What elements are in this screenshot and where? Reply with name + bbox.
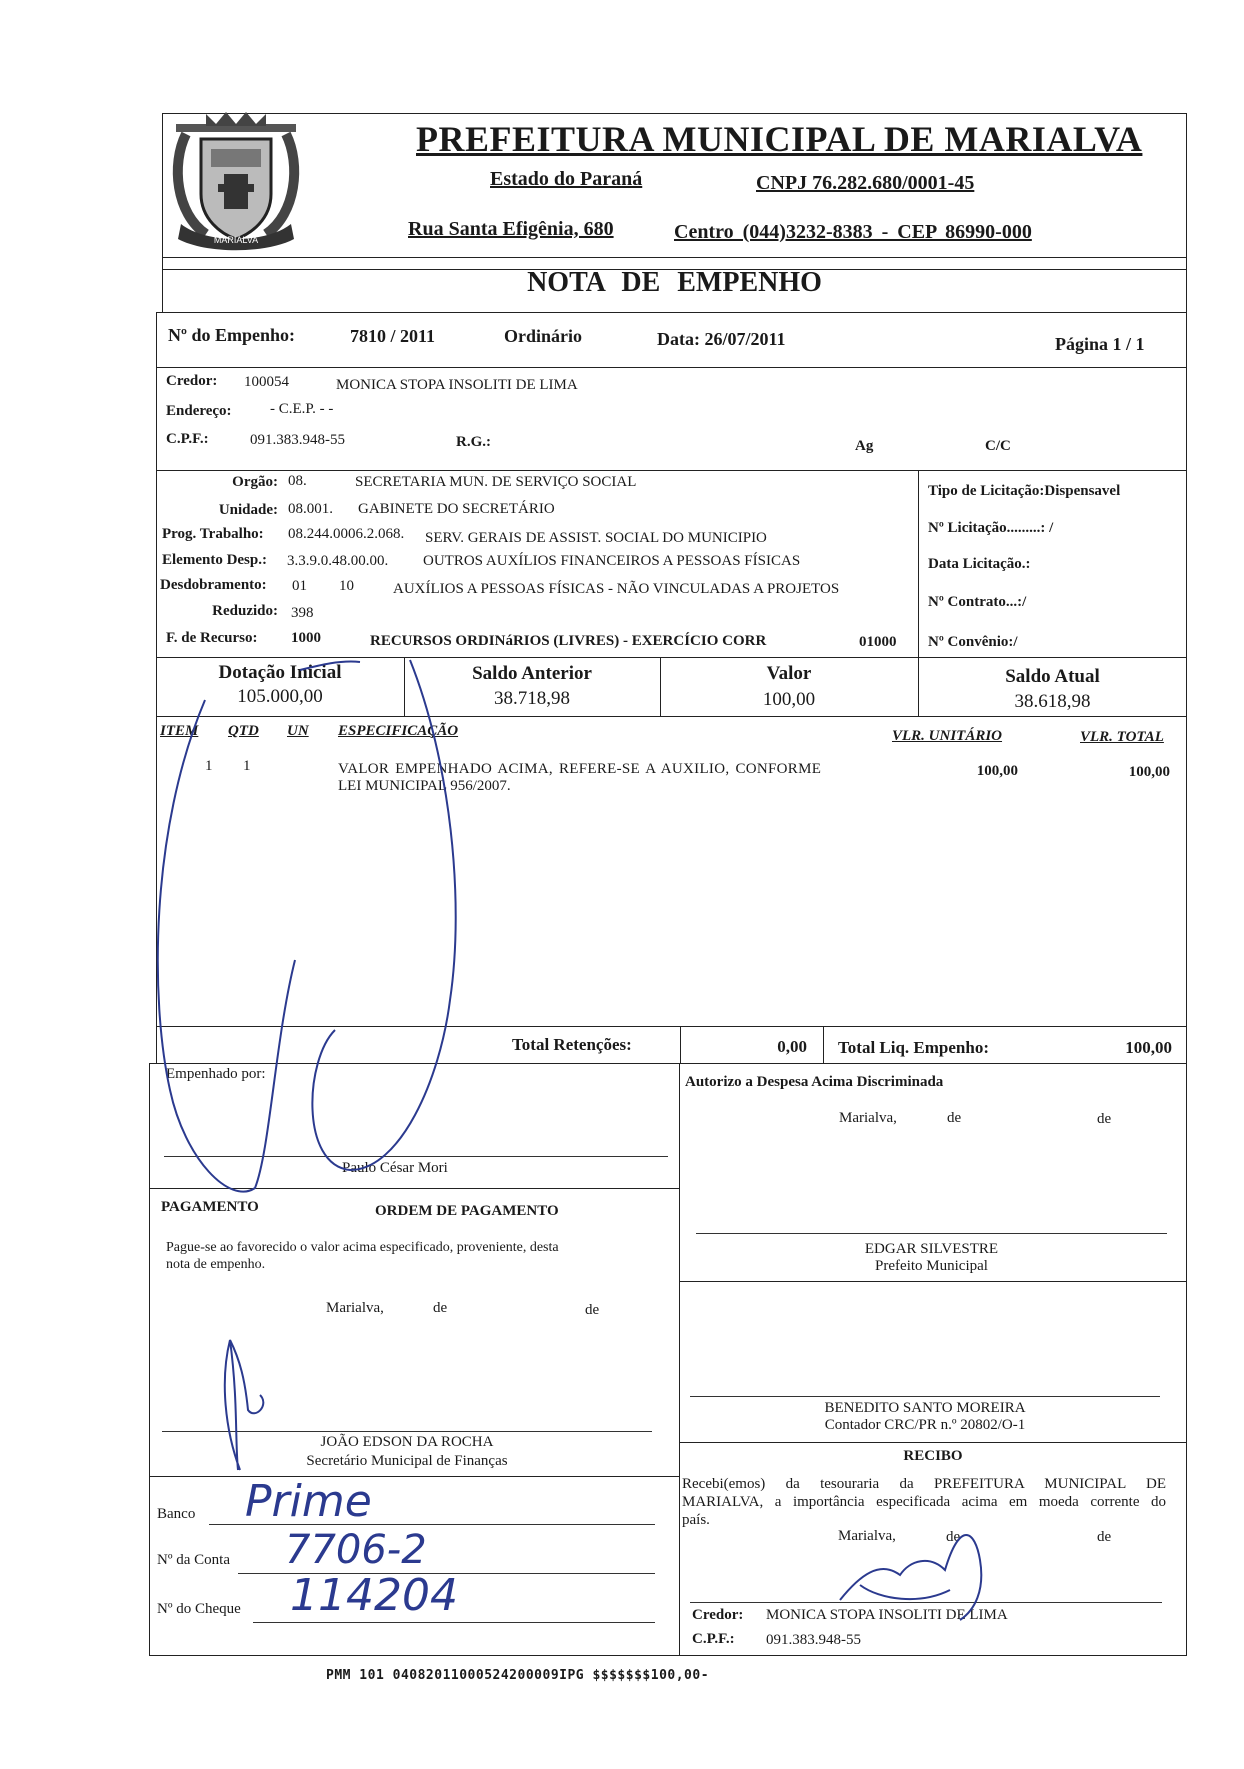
col-header-qtd: QTD bbox=[228, 723, 259, 739]
empenho-number: 7810 / 2011 bbox=[350, 326, 436, 346]
prog-code: 08.244.0006.2.068. bbox=[288, 526, 405, 542]
credor-name: MONICA STOPA INSOLITI DE LIMA bbox=[336, 377, 578, 393]
item-number: 1 bbox=[205, 758, 213, 774]
fonte-name: RECURSOS ORDINáRIOS (LIVRES) - EXERCÍCIO CORR bbox=[370, 633, 767, 649]
saldo-atual-label: Saldo Atual bbox=[1005, 666, 1100, 687]
total-retencoes-value: 0,00 bbox=[777, 1037, 807, 1056]
item-total-value: 100,00 bbox=[1128, 764, 1170, 780]
cc-label: C/C bbox=[985, 438, 1011, 454]
page-title: PREFEITURA MUNICIPAL DE MARIALVA bbox=[416, 119, 1143, 159]
autorizo-label: Autorizo a Despesa Acima Discriminada bbox=[685, 1074, 944, 1090]
pagamento-de-1: de bbox=[433, 1300, 448, 1316]
prog-label: Prog. Trabalho: bbox=[162, 526, 264, 542]
col-header-un: UN bbox=[287, 723, 309, 739]
fonte-label: F. de Recurso: bbox=[166, 630, 258, 646]
item-unit-value: 100,00 bbox=[976, 763, 1018, 779]
desdobramento-name: AUXÍLIOS A PESSOAS FÍSICAS - NÃO VINCULADAS A PROJETOS bbox=[393, 581, 840, 597]
dotacao-inicial-value: 105.000,00 bbox=[237, 686, 323, 707]
cnpj-label: CNPJ 76.282.680/0001-45 bbox=[756, 172, 975, 194]
fonte-suffix: 01000 bbox=[859, 634, 897, 650]
saldo-atual-value: 38.618,98 bbox=[1014, 691, 1091, 712]
empenhado-label: Empenhado por: bbox=[166, 1066, 266, 1082]
valor-value: 100,00 bbox=[762, 689, 816, 710]
total-liq-label: Total Liq. Empenho: bbox=[838, 1038, 989, 1057]
district-phone-label: Centro (044)3232-8383 - CEP 86990-000 bbox=[674, 221, 1032, 243]
reduzido-label: Reduzido: bbox=[212, 603, 278, 619]
empenho-page: Página 1 / 1 bbox=[1055, 334, 1145, 354]
rg-label: R.G.: bbox=[456, 434, 491, 450]
empenho-number-label: Nº do Empenho: bbox=[168, 325, 295, 345]
autorizo-marialva: Marialva, bbox=[839, 1110, 897, 1126]
unidade-label: Unidade: bbox=[218, 502, 278, 518]
prog-name: SERV. GERAIS DE ASSIST. SOCIAL DO MUNICIPIO bbox=[425, 530, 767, 546]
col-header-item: ITEM bbox=[160, 723, 199, 739]
state-label: Estado do Paraná bbox=[490, 168, 643, 190]
total-liq-value: 100,00 bbox=[1125, 1038, 1172, 1057]
recibo-text-1: Recebi(emos) da tesouraria da PREFEITURA MUNICIPAL DE bbox=[682, 1476, 1166, 1492]
pagamento-text-1: Pague-se ao favorecido o valor acima especificado, proveniente, desta bbox=[166, 1240, 559, 1255]
recibo-de-2: de bbox=[1097, 1529, 1112, 1545]
street-label: Rua Santa Efigênia, 680 bbox=[408, 218, 614, 240]
orgao-code: 08. bbox=[288, 473, 307, 489]
empenhado-name: Paulo César Mori bbox=[342, 1160, 448, 1176]
dotacao-inicial-label: Dotação Inicial bbox=[218, 662, 342, 683]
reduzido-value: 398 bbox=[291, 605, 314, 621]
unidade-name: GABINETE DO SECRETÁRIO bbox=[358, 501, 555, 517]
unidade-code: 08.001. bbox=[288, 501, 333, 517]
ordem-pagamento-label: ORDEM DE PAGAMENTO bbox=[375, 1203, 559, 1219]
saldo-anterior-label: Saldo Anterior bbox=[472, 663, 592, 684]
recibo-text-3: país. bbox=[682, 1512, 710, 1528]
empenho-type: Ordinário bbox=[504, 326, 583, 346]
svg-text:MARIALVA: MARIALVA bbox=[213, 235, 259, 245]
credor-label: Credor: bbox=[166, 373, 218, 389]
recibo-credor-label: Credor: bbox=[692, 1607, 744, 1623]
pagamento-text-2: nota de empenho. bbox=[166, 1257, 266, 1272]
ag-label: Ag bbox=[855, 438, 874, 454]
desdobramento-label: Desdobramento: bbox=[160, 577, 267, 593]
valor-label: Valor bbox=[766, 663, 812, 684]
item-spec-line-2: LEI MUNICIPAL 956/2007. bbox=[338, 778, 511, 794]
pagamento-de-2: de bbox=[585, 1302, 600, 1318]
recibo-text-2: MARIALVA, a importância especificada acima em moeda corrente do bbox=[682, 1494, 1166, 1510]
recibo-label: RECIBO bbox=[903, 1448, 963, 1464]
conta-label: Nº da Conta bbox=[157, 1552, 230, 1568]
elemento-name: OUTROS AUXÍLIOS FINANCEIROS A PESSOAS FÍSICAS bbox=[423, 553, 801, 569]
item-qtd: 1 bbox=[243, 758, 251, 774]
cheque-label: Nº do Cheque bbox=[157, 1601, 241, 1617]
prefeito-role: Prefeito Municipal bbox=[875, 1258, 988, 1274]
desdobramento-code-1: 01 bbox=[292, 578, 307, 594]
numero-licitacao: Nº Licitação.........: / bbox=[928, 520, 1054, 536]
recibo-marialva: Marialva, bbox=[838, 1528, 896, 1544]
conta-handwritten: 7706-2 bbox=[285, 1527, 427, 1573]
cpf-label: C.P.F.: bbox=[166, 431, 209, 447]
contador-role: Contador CRC/PR n.º 20802/O-1 bbox=[824, 1417, 1026, 1433]
empenho-date: Data: 26/07/2011 bbox=[657, 329, 786, 349]
orgao-label: Orgão: bbox=[232, 474, 278, 490]
numero-contrato: Nº Contrato...:/ bbox=[928, 594, 1027, 610]
autorizo-de-1: de bbox=[947, 1110, 962, 1126]
item-spec-line-1: VALOR EMPENHADO ACIMA, REFERE-SE A AUXILIO, CONFORME bbox=[338, 761, 822, 777]
total-retencoes-label: Total Retenções: bbox=[512, 1035, 632, 1054]
numero-convenio: Nº Convênio:/ bbox=[928, 634, 1018, 650]
desdobramento-code-2: 10 bbox=[339, 578, 354, 594]
col-header-vlr-unitario: VLR. UNITÁRIO bbox=[892, 728, 1003, 744]
saldo-anterior-value: 38.718,98 bbox=[494, 688, 570, 709]
recibo-de-1: de bbox=[946, 1529, 961, 1545]
col-header-especificacao: ESPECIFICAÇÃO bbox=[338, 723, 459, 739]
recibo-cpf-value: 091.383.948-55 bbox=[766, 1632, 861, 1648]
col-header-vlr-total: VLR. TOTAL bbox=[1080, 729, 1164, 745]
doc-title: NOTA DE EMPENHO bbox=[527, 267, 822, 298]
banco-label: Banco bbox=[157, 1506, 196, 1522]
data-licitacao: Data Licitação.: bbox=[928, 556, 1031, 572]
cpf-value: 091.383.948-55 bbox=[250, 432, 345, 448]
banco-handwritten: Prime bbox=[245, 1476, 372, 1527]
fonte-code: 1000 bbox=[291, 630, 321, 646]
prefeito-name: EDGAR SILVESTRE bbox=[864, 1241, 999, 1257]
pagamento-label: PAGAMENTO bbox=[161, 1199, 259, 1215]
secretario-role: Secretário Municipal de Finanças bbox=[306, 1453, 508, 1469]
tipo-licitacao: Tipo de Licitação:Dispensavel bbox=[928, 483, 1121, 499]
orgao-name: SECRETARIA MUN. DE SERVIÇO SOCIAL bbox=[355, 474, 637, 490]
elemento-label: Elemento Desp.: bbox=[162, 552, 267, 568]
pagamento-marialva: Marialva, bbox=[326, 1300, 384, 1316]
recibo-credor-name: MONICA STOPA INSOLITI DE LIMA bbox=[766, 1607, 1008, 1623]
secretario-name: JOÃO EDSON DA ROCHA bbox=[320, 1434, 494, 1450]
elemento-code: 3.3.9.0.48.00.00. bbox=[287, 553, 389, 569]
autorizo-de-2: de bbox=[1097, 1111, 1112, 1127]
barcode-text: PMM 101 04082011000524200009IPG $$$$$$$100,00- bbox=[326, 1668, 710, 1683]
contador-name: BENEDITO SANTO MOREIRA bbox=[824, 1400, 1026, 1416]
endereco-label: Endereço: bbox=[166, 403, 232, 419]
recibo-cpf-label: C.P.F.: bbox=[692, 1631, 735, 1647]
credor-code: 100054 bbox=[244, 374, 289, 390]
endereco-value: - C.E.P. - - bbox=[270, 401, 334, 417]
cheque-handwritten: 114204 bbox=[290, 1570, 458, 1621]
